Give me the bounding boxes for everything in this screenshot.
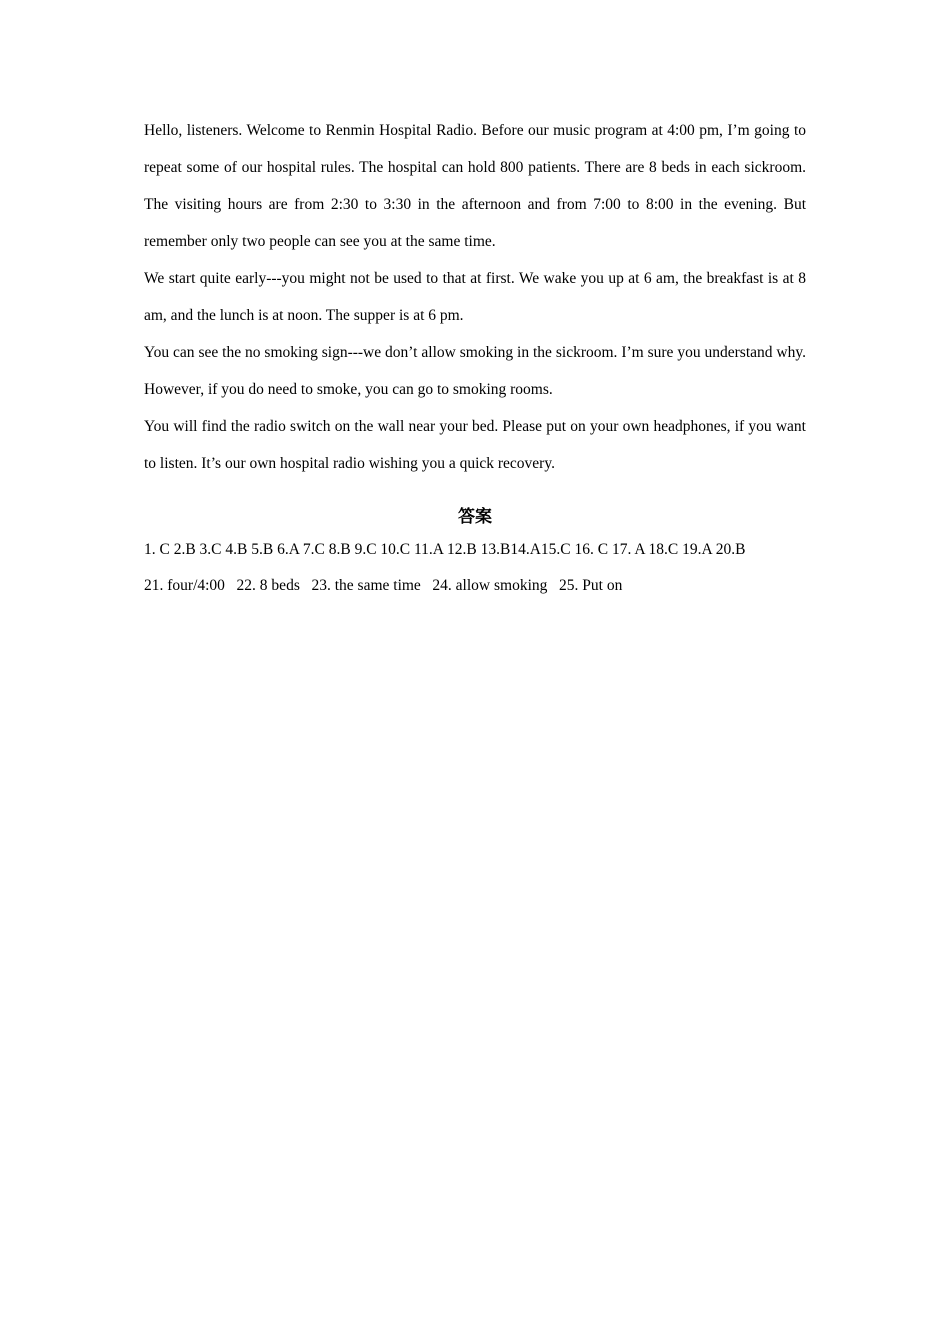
- transcript-paragraph-3: You can see the no smoking sign---we don’t allow smoking in the sickroom. I’m sure you understand why. However, if you do need to smoke, you can go to smoking rooms.: [144, 344, 806, 398]
- document-page: [144, 112, 806, 604]
- transcript-paragraph-1: Hello, listeners. Welcome to Renmin Hospital Radio. Before our music program at 4:00 pm, I’m going to repeat some of our hospital rules. The hospital can hold 800 patients. There are 8 beds in each sickroom. The visiting hours are from 2:30 to 3:30 in the afternoon and from 7:00 to 8:00 in the evening. But remember only two people can see you at the same time.: [144, 122, 806, 250]
- answers-heading: 答案: [458, 507, 492, 527]
- transcript-paragraph-2: We start quite early---you might not be used to that at first. We wake you up at 6 am, the breakfast is at 8 am, and the lunch is at noon. The supper is at 6 pm.: [144, 270, 806, 324]
- transcript-paragraph-4: You will find the radio switch on the wall near your bed. Please put on your own headphones, if you want to listen. It’s our own hospital radio wishing you a quick recovery.: [144, 418, 806, 472]
- answers-line-1: 1. C 2.B 3.C 4.B 5.B 6.A 7.C 8.B 9.C 10.C 11.A 12.B 13.B14.A15.C 16. C 17. A 18.C 19.A 20.B: [144, 541, 746, 558]
- answers-line-2: 21. four/4:00 22. 8 beds 23. the same time 24. allow smoking 25. Put on: [144, 577, 623, 594]
